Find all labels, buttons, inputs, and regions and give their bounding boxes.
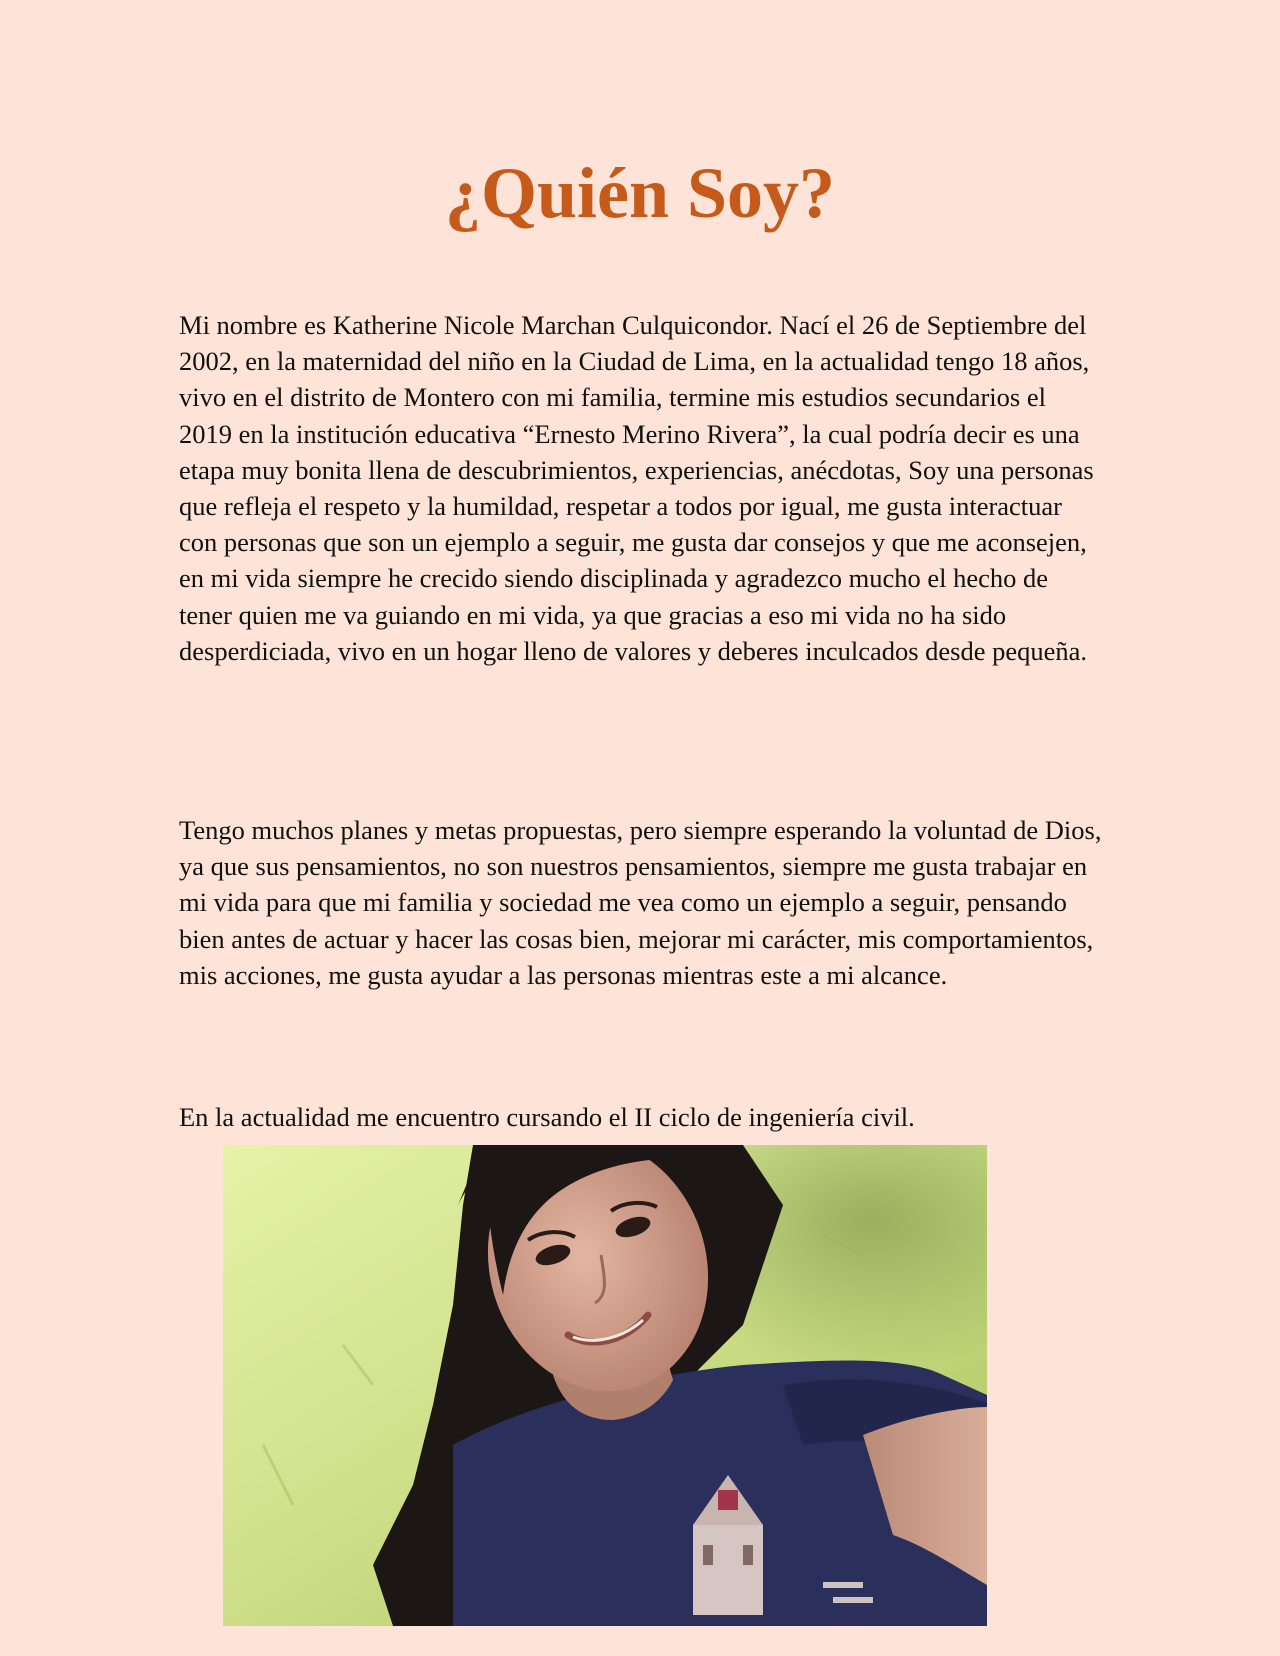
profile-photo-illustration xyxy=(223,1145,987,1626)
paragraph-current: En la actualidad me encuentro cursando el II ciclo de ingeniería civil. xyxy=(179,1102,915,1132)
page-title: ¿Quién Soy? xyxy=(444,153,836,233)
paragraph-goals: Tengo muchos planes y metas propuestas, pero siempre esperando la voluntad de Dios, ya que sus pensamientos, no son nuestros pensamientos, siempre me gusta trabajar en mi vida para que mi familia y sociedad me vea como un ejemplo a seguir, pensando bien antes de actuar y hacer las cosas bien, mejorar mi carácter, mis comportamientos, mis acciones, me gusta ayudar a las personas mientras este a mi alcance. xyxy=(179,815,1102,990)
paragraph-intro: Mi nombre es Katherine Nicole Marchan Culquicondor. Nací el 26 de Septiembre del 2002, en la maternidad del niño en la Ciudad de Lima, en la actualidad tengo 18 años, vivo en el distrito de Montero con mi familia, termine mis estudios secundarios el 2019 en la institución educativa “Ernesto Merino Rivera”, la cual podría decir es una etapa muy bonita llena de descubrimientos, experiencias, anécdotas, Soy una personas que refleja el respeto y la humildad, respetar a todos por igual, me gusta interactuar con personas que son un ejemplo a seguir, me gusta dar consejos y que me aconsejen, en mi vida siempre he crecido siendo disciplinada y agradezco mucho el hecho de tener quien me va guiando en mi vida, ya que gracias a eso mi vida no ha sido desperdiciada, vivo en un hogar lleno de valores y deberes inculcados desde pequeña. xyxy=(179,310,1094,666)
profile-photo xyxy=(223,1145,987,1626)
